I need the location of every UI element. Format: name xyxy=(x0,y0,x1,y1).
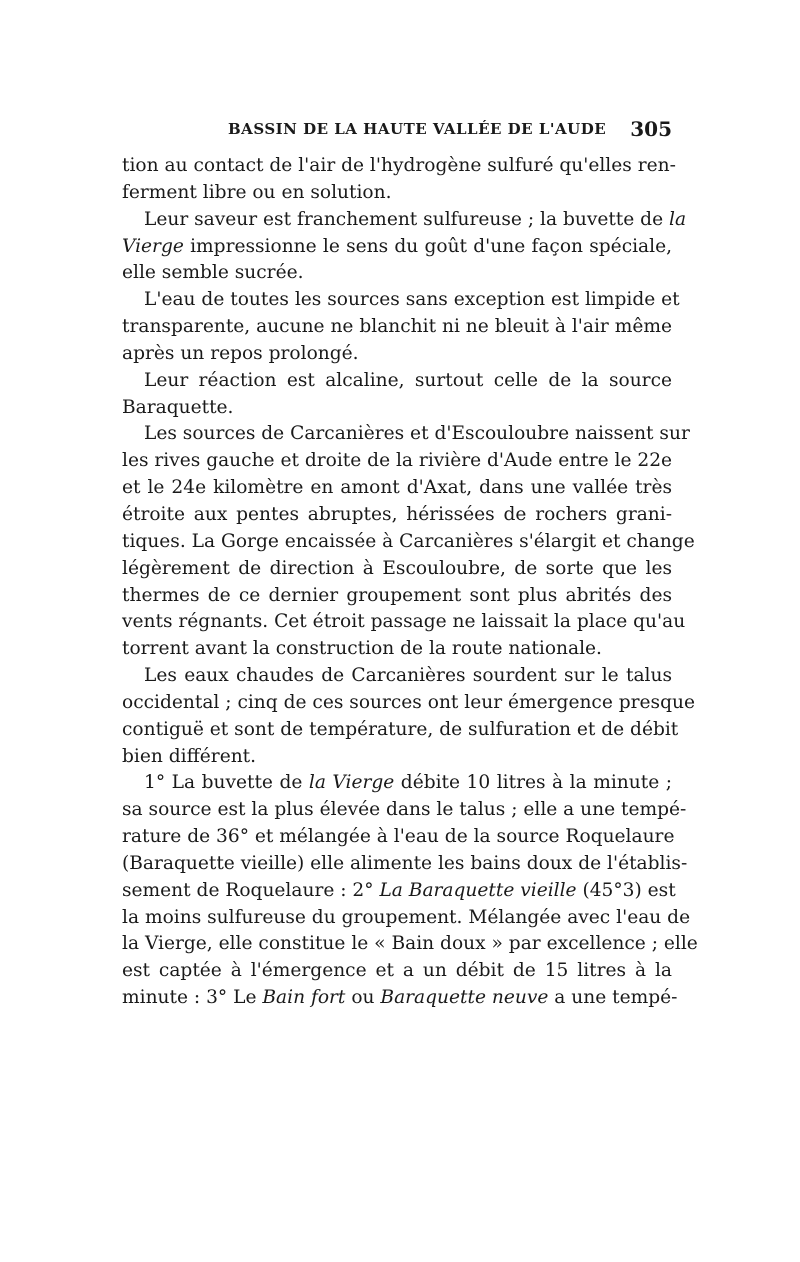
text-run: Les eaux chaudes de Carcanières sourdent sur le talus xyxy=(144,665,672,687)
text-line xyxy=(122,609,686,636)
text-line xyxy=(122,851,688,878)
text-line xyxy=(122,931,698,958)
text-line xyxy=(122,824,675,851)
text-run: minute : 3° Le xyxy=(122,987,263,1009)
text-line xyxy=(122,690,695,717)
text-run: torrent avant la construction de la route nationale. xyxy=(122,638,602,660)
text-run: Leur saveur est franchement sulfureuse ; la buvette de xyxy=(144,208,670,230)
text-line xyxy=(122,770,672,797)
text-run: sa source est la plus élevée dans le talus ; elle a une tempé- xyxy=(122,799,687,821)
text-run: occidental ; cinq de ces sources ont leur émergence presque xyxy=(122,691,695,713)
text-line xyxy=(122,153,676,180)
italic-run: Baraquette neuve xyxy=(380,987,549,1009)
text-run: tiques. La Gorge encaissée à Carcanières s'élargit et change xyxy=(122,530,695,552)
text-run: bien différent. xyxy=(122,745,257,767)
text-line xyxy=(122,717,679,744)
text-run: (45°3) est xyxy=(576,879,676,901)
text-line xyxy=(122,287,680,314)
text-run: ferment libre ou en solution. xyxy=(122,181,392,203)
text-run: est captée à l'émergence et a un débit de 15 litres à la xyxy=(122,960,672,982)
text-line xyxy=(122,341,672,368)
italic-run: Bain fort xyxy=(262,987,346,1009)
body-text xyxy=(122,153,698,1012)
running-head xyxy=(122,117,672,143)
text-run: L'eau de toutes les sources sans exception est limpide et xyxy=(144,289,680,311)
text-line xyxy=(122,985,678,1012)
text-line xyxy=(122,583,672,610)
italic-run: La Baraquette vieille xyxy=(379,879,577,901)
text-run: transparente, aucune ne blanchit ni ne bleuit à l'air même xyxy=(122,316,673,338)
text-run: les rives gauche et droite de la rivière d'Aude entre le 22e xyxy=(122,450,673,472)
text-run: a une tempé- xyxy=(548,987,678,1009)
running-title: BASSIN DE LA HAUTE VALLÉE DE L'AUDE xyxy=(228,120,607,138)
text-run: Leur réaction est alcaline, surtout celle de la source xyxy=(144,369,672,391)
text-run: légèrement de direction à Escouloubre, de sorte que les xyxy=(122,557,672,579)
text-run: vents régnants. Cet étroit passage ne laissait la place qu'au xyxy=(122,611,686,633)
text-line xyxy=(122,797,687,824)
text-run: thermes de ce dernier groupement sont plus abrités des xyxy=(122,584,672,606)
text-line xyxy=(122,502,672,529)
text-run: et le 24e kilomètre en amont d'Axat, dans une vallée très xyxy=(122,477,672,499)
text-line xyxy=(122,207,687,234)
text-line xyxy=(122,260,672,287)
text-run: elle semble sucrée. xyxy=(122,262,304,284)
text-line xyxy=(122,421,690,448)
text-run: impressionne le sens du goût d'une façon spéciale, xyxy=(183,235,672,257)
text-line xyxy=(122,368,672,395)
text-line xyxy=(122,475,672,502)
text-line xyxy=(122,395,672,422)
italic-run: Vierge xyxy=(122,235,184,257)
text-line xyxy=(122,958,672,985)
text-run: la Vierge, elle constitue le « Bain doux » par excellence ; elle xyxy=(122,933,698,955)
text-run: étroite aux pentes abruptes, hérissées de rochers grani- xyxy=(122,503,672,525)
text-line xyxy=(122,636,672,663)
text-line xyxy=(122,180,672,207)
text-line xyxy=(122,663,672,690)
italic-run: la Vierge xyxy=(308,772,395,794)
text-line xyxy=(122,529,695,556)
text-run: (Baraquette vieille) elle alimente les bains doux de l'établis- xyxy=(122,852,688,874)
text-line xyxy=(122,878,676,905)
text-run: débite 10 litres à la minute ; xyxy=(394,772,672,794)
text-run: sement de Roquelaure : 2° xyxy=(122,879,380,901)
text-run: Baraquette. xyxy=(122,396,234,418)
text-run: après un repos prolongé. xyxy=(122,342,359,364)
text-run: ou xyxy=(345,987,381,1009)
italic-run: la xyxy=(669,208,687,230)
text-run: tion au contact de l'air de l'hydrogène sulfuré qu'elles ren- xyxy=(122,155,676,176)
text-line xyxy=(122,905,691,932)
text-run: Les sources de Carcanières et d'Escouloubre naissent sur xyxy=(144,423,690,445)
text-line xyxy=(122,744,672,771)
text-run: rature de 36° et mélangée à l'eau de la source Roquelaure xyxy=(122,826,675,848)
text-line xyxy=(122,448,672,475)
text-run: contiguë et sont de température, de sulfuration et de débit xyxy=(122,718,679,740)
text-line xyxy=(122,314,672,341)
page-number: 305 xyxy=(630,117,672,141)
text-run: 1° La buvette de xyxy=(144,772,309,794)
text-run: la moins sulfureuse du groupement. Mélangée avec l'eau de xyxy=(122,906,691,928)
text-line xyxy=(122,556,672,583)
text-line xyxy=(122,234,672,261)
